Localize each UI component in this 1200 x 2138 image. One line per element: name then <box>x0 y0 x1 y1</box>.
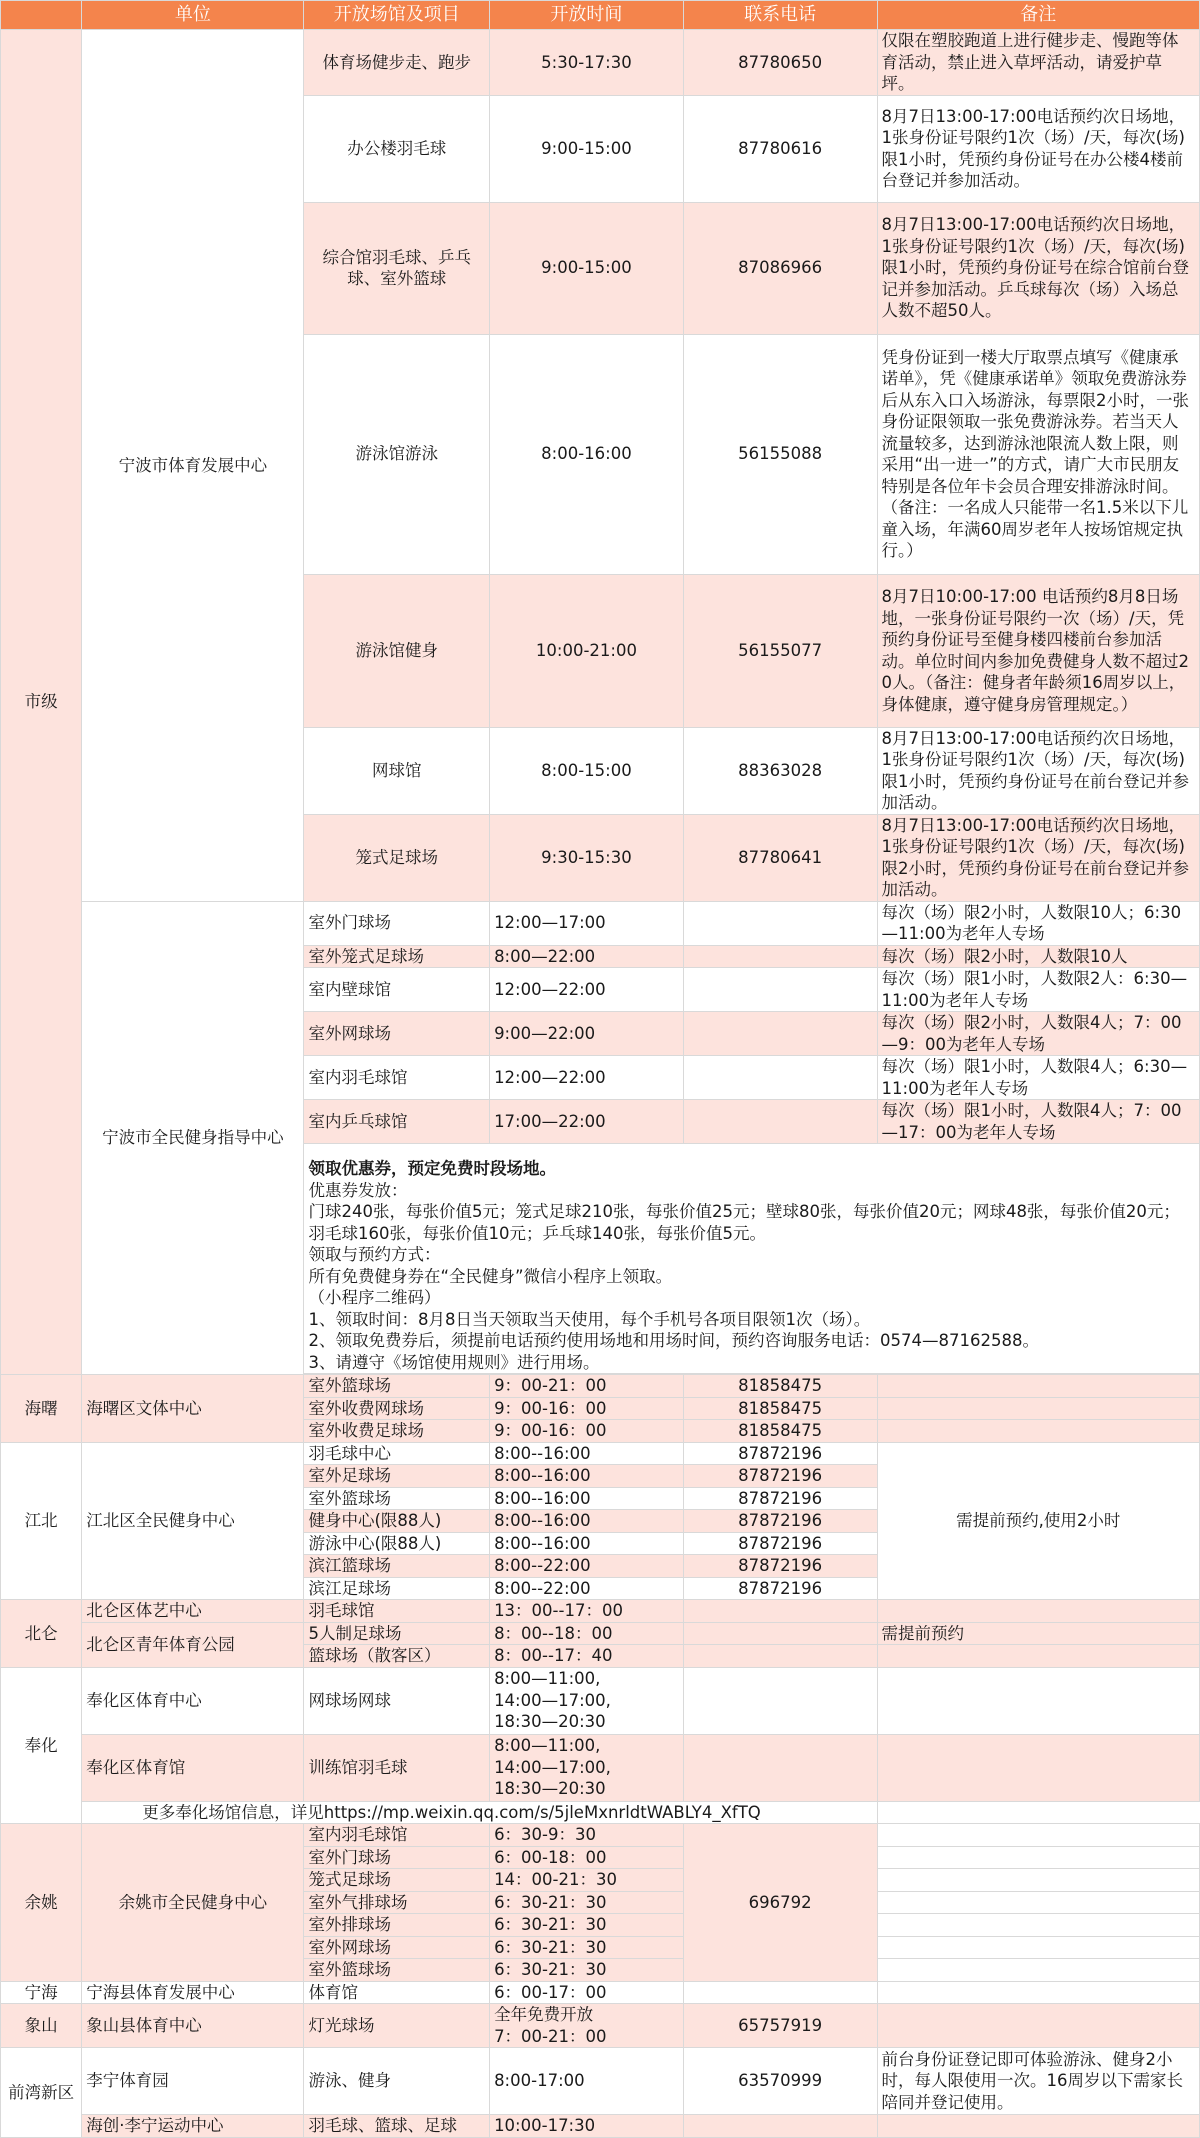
unit-cell: 北仑区体艺中心 <box>82 1600 304 1623</box>
district-cell: 江北 <box>1 1442 82 1600</box>
coupon-line: 3、请遵守《场馆使用规则》进行用场。 <box>308 1352 600 1372</box>
note-cell <box>877 1981 1199 2004</box>
unit-cell: 奉化区体育中心 <box>82 1667 304 1734</box>
note-cell: 凭身份证到一楼大厅取票点填写《健康承诺单》，凭《健康承诺单》领取免费游泳券后从东入口入场游泳，每票限2小时，一张身份证限领取一张免费游泳券。若当天人流量较多，达到游泳池限流人数上限，则采用“出一进一”的方式，请广大市民朋友特别是各位年卡会员合理安排游泳时间。（备注：一名成人只能带一名1.5米以下儿童入场，年满60周岁老年人按场馆规定执行。） <box>877 334 1199 574</box>
unit-cell: 奉化区体育馆 <box>82 1734 304 1801</box>
phone-cell: 56155077 <box>683 574 877 727</box>
header-phone: 联系电话 <box>683 1 877 30</box>
district-cell: 宁海 <box>1 1981 82 2004</box>
coupon-line: 优惠券发放： <box>308 1180 408 1200</box>
phone-cell: 56155088 <box>683 334 877 574</box>
venue-cell: 笼式足球场 <box>304 814 490 901</box>
table-row <box>1 1375 1200 1398</box>
venue-cell: 体育馆 <box>304 1981 490 2004</box>
table-row <box>1 1442 1200 1465</box>
table-row <box>1 2048 1200 2115</box>
time-cell: 6：00-18：00 <box>490 1846 684 1869</box>
time-cell: 12:00—17:00 <box>490 901 684 945</box>
district-cell: 象山 <box>1 2004 82 2048</box>
phone-cell <box>683 1645 877 1668</box>
venue-cell: 办公楼羽毛球 <box>304 95 490 202</box>
table-row <box>1 1667 1200 1734</box>
note-cell <box>877 1420 1199 1443</box>
note-cell <box>877 1375 1199 1398</box>
phone-cell: 87780641 <box>683 814 877 901</box>
fenghua-more-link[interactable]: 更多奉化场馆信息，详见https://mp.weixin.qq.com/s/5jleMxnrldtWABLY4_XfTQ <box>82 1801 877 1824</box>
coupon-line: 2、领取免费券后，须提前电话预约使用场地和用场时间，预约咨询服务电话：0574—87162588。 <box>308 1331 1039 1350</box>
venue-cell: 室外门球场 <box>304 1846 490 1869</box>
note-cell: 每次（场）限2小时，人数限10人；6:30—11:00为老年人专场 <box>877 901 1199 945</box>
time-cell: 8:00--16:00 <box>490 1510 684 1533</box>
venue-cell: 室外收费网球场 <box>304 1397 490 1420</box>
time-cell <box>490 2004 684 2048</box>
unit-cell: 海曙区文体中心 <box>82 1375 304 1443</box>
venue-cell: 灯光球场 <box>304 2004 490 2048</box>
venue-cell: 室外足球场 <box>304 1465 490 1488</box>
time-cell: 6：30-21：30 <box>490 1891 684 1914</box>
phone-cell: 81858475 <box>683 1375 877 1398</box>
unit-cell: 海创·李宁运动中心 <box>82 2115 304 2138</box>
time-cell: 6：30-21：30 <box>490 1914 684 1937</box>
header-blank <box>1 1 82 30</box>
venue-cell: 游泳、健身 <box>304 2048 490 2115</box>
phone-cell <box>683 1622 877 1645</box>
venue-cell: 室内壁球馆 <box>304 968 490 1012</box>
time-line: 18:30—20:30 <box>494 1779 606 1799</box>
note-cell: 仅限在塑胶跑道上进行健步走、慢跑等体育活动，禁止进入草坪活动，请爱护草坪。 <box>877 30 1199 96</box>
venue-cell: 游泳中心(限88人) <box>304 1532 490 1555</box>
phone-cell <box>683 901 877 945</box>
note-cell: 每次（场）限1小时，人数限4人；6:30—11:00为老年人专场 <box>877 1056 1199 1100</box>
time-cell: 5:30-17:30 <box>490 30 684 96</box>
note-cell <box>877 1914 1199 1937</box>
time-cell: 6：30-9：30 <box>490 1824 684 1847</box>
phone-cell: 87780616 <box>683 95 877 202</box>
time-cell <box>490 1667 684 1734</box>
time-cell: 8:00--22:00 <box>490 1577 684 1600</box>
time-cell: 17:00—22:00 <box>490 1100 684 1144</box>
venue-cell: 羽毛球、篮球、足球 <box>304 2115 490 2138</box>
phone-cell: 87086966 <box>683 202 877 334</box>
note-cell: 8月7日13:00-17:00电话预约次日场地，1张身份证号限约1次（场）/天，每次(场)限1小时，凭预约身份证号在综合馆前台登记并参加活动。乒乓球每次（场）入场总人数不超50人。 <box>877 202 1199 334</box>
time-cell: 12:00—22:00 <box>490 1056 684 1100</box>
time-line: 7：00-21：00 <box>494 2026 607 2046</box>
venue-cell: 训练馆羽毛球 <box>304 1734 490 1801</box>
phone-cell: 81858475 <box>683 1420 877 1443</box>
venue-cell: 篮球场（散客区） <box>304 1645 490 1668</box>
venue-cell: 室外篮球场 <box>304 1959 490 1982</box>
phone-cell: 87872196 <box>683 1465 877 1488</box>
phone-cell: 87780650 <box>683 30 877 96</box>
district-cell: 北仑 <box>1 1600 82 1668</box>
note-cell: 需提前预约 <box>877 1622 1199 1645</box>
table-row <box>1 1734 1200 1801</box>
time-cell: 8:00--16:00 <box>490 1465 684 1488</box>
note-cell <box>877 1846 1199 1869</box>
time-cell: 9:30-15:30 <box>490 814 684 901</box>
district-cell: 海曙 <box>1 1375 82 1443</box>
header-row <box>1 1 1200 30</box>
note-cell <box>877 2115 1199 2138</box>
time-cell: 13：00--17：00 <box>490 1600 684 1623</box>
phone-cell: 87872196 <box>683 1510 877 1533</box>
venue-cell: 室外排球场 <box>304 1914 490 1937</box>
venue-cell: 综合馆羽毛球、乒乓球、室外篮球 <box>304 202 490 334</box>
phone-cell: 63570999 <box>683 2048 877 2115</box>
phone-cell: 87872196 <box>683 1487 877 1510</box>
time-line: 14:00—17:00, <box>494 1757 611 1777</box>
header-note: 备注 <box>877 1 1199 30</box>
phone-cell: 87872196 <box>683 1577 877 1600</box>
phone-cell <box>683 945 877 968</box>
venue-cell: 室外网球场 <box>304 1012 490 1056</box>
time-line: 8:00—11:00, <box>494 1669 601 1689</box>
district-cell: 余姚 <box>1 1824 82 1982</box>
note-cell <box>877 1869 1199 1892</box>
venue-cell: 5人制足球场 <box>304 1622 490 1645</box>
time-cell: 14：00-21：30 <box>490 1869 684 1892</box>
time-cell: 8:00-17:00 <box>490 2048 684 2115</box>
time-cell: 10:00-17:30 <box>490 2115 684 2138</box>
phone-cell: 87872196 <box>683 1555 877 1578</box>
venue-cell: 室内羽毛球馆 <box>304 1824 490 1847</box>
venue-cell: 室外篮球场 <box>304 1375 490 1398</box>
coupon-title: 领取优惠券，预定免费时段场地。 <box>308 1159 556 1178</box>
time-cell: 8：00--18：00 <box>490 1622 684 1645</box>
header-unit: 单位 <box>82 1 304 30</box>
time-cell: 8:00—22:00 <box>490 945 684 968</box>
venue-cell: 室外篮球场 <box>304 1487 490 1510</box>
time-cell: 8:00--16:00 <box>490 1532 684 1555</box>
table-row <box>1 1824 1200 1847</box>
coupon-info-cell <box>304 1144 1200 1374</box>
table-row <box>1 30 1200 96</box>
time-cell <box>490 1734 684 1801</box>
venue-cell: 羽毛球馆 <box>304 1600 490 1623</box>
venue-cell: 网球馆 <box>304 727 490 814</box>
unit-cell: 宁海县体育发展中心 <box>82 1981 304 2004</box>
district-cell: 前湾新区 <box>1 2048 82 2138</box>
venue-cell: 网球场网球 <box>304 1667 490 1734</box>
phone-cell: 81858475 <box>683 1397 877 1420</box>
note-cell <box>877 1734 1199 1801</box>
phone-cell: 88363028 <box>683 727 877 814</box>
table-row <box>1 1622 1200 1645</box>
time-cell: 9：00-16：00 <box>490 1397 684 1420</box>
unit-cell: 余姚市全民健身中心 <box>82 1824 304 1982</box>
phone-cell <box>683 1100 877 1144</box>
venue-cell: 室外气排球场 <box>304 1891 490 1914</box>
time-cell: 10:00-21:00 <box>490 574 684 727</box>
phone-cell: 65757919 <box>683 2004 877 2048</box>
phone-cell: 87872196 <box>683 1532 877 1555</box>
phone-cell: 87872196 <box>683 1442 877 1465</box>
venue-cell: 滨江篮球场 <box>304 1555 490 1578</box>
table-row <box>1 2004 1200 2048</box>
coupon-line: 1、领取时间：8月8日当天领取当天使用，每个手机号各项目限领1次（场）。 <box>308 1309 871 1329</box>
time-cell: 9:00-15:00 <box>490 202 684 334</box>
time-cell: 6：30-21：30 <box>490 1959 684 1982</box>
unit-cell: 李宁体育园 <box>82 2048 304 2115</box>
venue-cell: 滨江足球场 <box>304 1577 490 1600</box>
note-cell <box>877 1824 1199 1847</box>
venue-cell: 室外网球场 <box>304 1936 490 1959</box>
venue-cell: 游泳馆游泳 <box>304 334 490 574</box>
table-row <box>1 1981 1200 2004</box>
time-cell: 12:00—22:00 <box>490 968 684 1012</box>
note-cell <box>877 1936 1199 1959</box>
phone-cell: 696792 <box>683 1824 877 1982</box>
note-cell: 需提前预约,使用2小时 <box>877 1442 1199 1600</box>
time-line: 14:00—17:00, <box>494 1690 611 1710</box>
note-cell <box>877 1667 1199 1734</box>
time-cell: 6：00-17：00 <box>490 1981 684 2004</box>
note-cell: 每次（场）限1小时，人数限2人：6:30—11:00为老年人专场 <box>877 968 1199 1012</box>
time-cell: 9:00-15:00 <box>490 95 684 202</box>
time-cell: 8:00--22:00 <box>490 1555 684 1578</box>
time-cell: 6：30-21：30 <box>490 1936 684 1959</box>
venue-cell: 笼式足球场 <box>304 1869 490 1892</box>
unit-cell: 北仑区青年体育公园 <box>82 1622 304 1667</box>
unit-cell: 宁波市全民健身指导中心 <box>82 901 304 1375</box>
time-cell: 8:00-16:00 <box>490 334 684 574</box>
venue-cell: 羽毛球中心 <box>304 1442 490 1465</box>
venue-cell: 室外收费足球场 <box>304 1420 490 1443</box>
header-time: 开放时间 <box>490 1 684 30</box>
table-row <box>1 901 1200 945</box>
venue-cell: 室内羽毛球馆 <box>304 1056 490 1100</box>
unit-cell: 江北区全民健身中心 <box>82 1442 304 1600</box>
venue-cell: 室外笼式足球场 <box>304 945 490 968</box>
time-line: 8:00—11:00, <box>494 1736 601 1756</box>
note-cell: 每次（场）限2小时，人数限4人；7：00—9：00为老年人专场 <box>877 1012 1199 1056</box>
time-cell: 9：00-21：00 <box>490 1375 684 1398</box>
note-cell: 8月7日13:00-17:00电话预约次日场地，1张身份证号限约1次（场）/天，每次(场)限1小时，凭预约身份证号在办公楼4楼前台登记并参加活动。 <box>877 95 1199 202</box>
note-cell <box>877 1397 1199 1420</box>
phone-cell <box>683 1012 877 1056</box>
time-cell: 8:00--16:00 <box>490 1442 684 1465</box>
time-cell: 9：00-16：00 <box>490 1420 684 1443</box>
time-cell: 8：00--17：40 <box>490 1645 684 1668</box>
venue-cell: 体育场健步走、跑步 <box>304 30 490 96</box>
note-cell: 8月7日10:00-17:00 电话预约8月8日场地，一张身份证号限约一次（场）/天，凭预约身份证号至健身楼四楼前台参加活动。单位时间内参加免费健身人数不超过20人。（备注：健身者年龄须16周岁以上，身体健康，遵守健身房管理规定。） <box>877 574 1199 727</box>
coupon-line: 所有免费健身券在“全民健身”微信小程序上领取。 <box>308 1266 673 1286</box>
note-cell: 每次（场）限2小时，人数限10人 <box>877 945 1199 968</box>
coupon-line: 门球240张，每张价值5元；笼式足球210张，每张价值25元；壁球80张，每张价值20元；网球48张，每张价值20元；羽毛球160张，每张价值10元；乒乓球140张，每张价值5元。 <box>308 1202 1180 1243</box>
note-cell <box>877 1600 1199 1623</box>
table-row <box>1 2115 1200 2138</box>
phone-cell <box>683 1981 877 2004</box>
phone-cell <box>683 968 877 1012</box>
district-cell: 奉化 <box>1 1667 82 1824</box>
venue-cell: 室外门球场 <box>304 901 490 945</box>
note-cell <box>877 2004 1199 2048</box>
coupon-line: （小程序二维码） <box>308 1288 441 1307</box>
header-venue: 开放场馆及项目 <box>304 1 490 30</box>
note-cell <box>877 1891 1199 1914</box>
note-cell <box>877 1645 1199 1668</box>
phone-cell <box>683 2115 877 2138</box>
time-cell: 9:00—22:00 <box>490 1012 684 1056</box>
note-cell: 前台身份证登记即可体验游泳、健身2小时，每人限使用一次。16周岁以下需家长陪同并登记使用。 <box>877 2048 1199 2115</box>
phone-cell <box>683 1667 877 1734</box>
venue-cell: 健身中心(限88人) <box>304 1510 490 1533</box>
time-line: 18:30—20:30 <box>494 1712 606 1732</box>
note-cell: 每次（场）限1小时，人数限4人；7：00—17：00为老年人专场 <box>877 1100 1199 1144</box>
note-cell <box>877 1959 1199 1982</box>
unit-cell: 象山县体育中心 <box>82 2004 304 2048</box>
venue-cell: 室内乒乓球馆 <box>304 1100 490 1144</box>
note-cell: 8月7日13:00-17:00电话预约次日场地，1张身份证号限约1次（场）/天，每次(场)限1小时，凭预约身份证号在前台登记并参加活动。 <box>877 727 1199 814</box>
venue-cell: 游泳馆健身 <box>304 574 490 727</box>
table-row <box>1 1600 1200 1623</box>
phone-cell <box>683 1600 877 1623</box>
time-line: 全年免费开放 <box>494 2005 594 2024</box>
phone-cell <box>683 1734 877 1801</box>
note-cell: 8月7日13:00-17:00电话预约次日场地，1张身份证号限约1次（场）/天，每次(场)限2小时，凭预约身份证号在前台登记并参加活动。 <box>877 814 1199 901</box>
district-cell: 市级 <box>1 30 82 1375</box>
table-row <box>1 1801 1200 1824</box>
time-cell: 8:00--16:00 <box>490 1487 684 1510</box>
time-cell: 8:00-15:00 <box>490 727 684 814</box>
coupon-line: 领取与预约方式： <box>308 1245 441 1264</box>
phone-cell <box>683 1056 877 1100</box>
unit-cell: 宁波市体育发展中心 <box>82 30 304 902</box>
